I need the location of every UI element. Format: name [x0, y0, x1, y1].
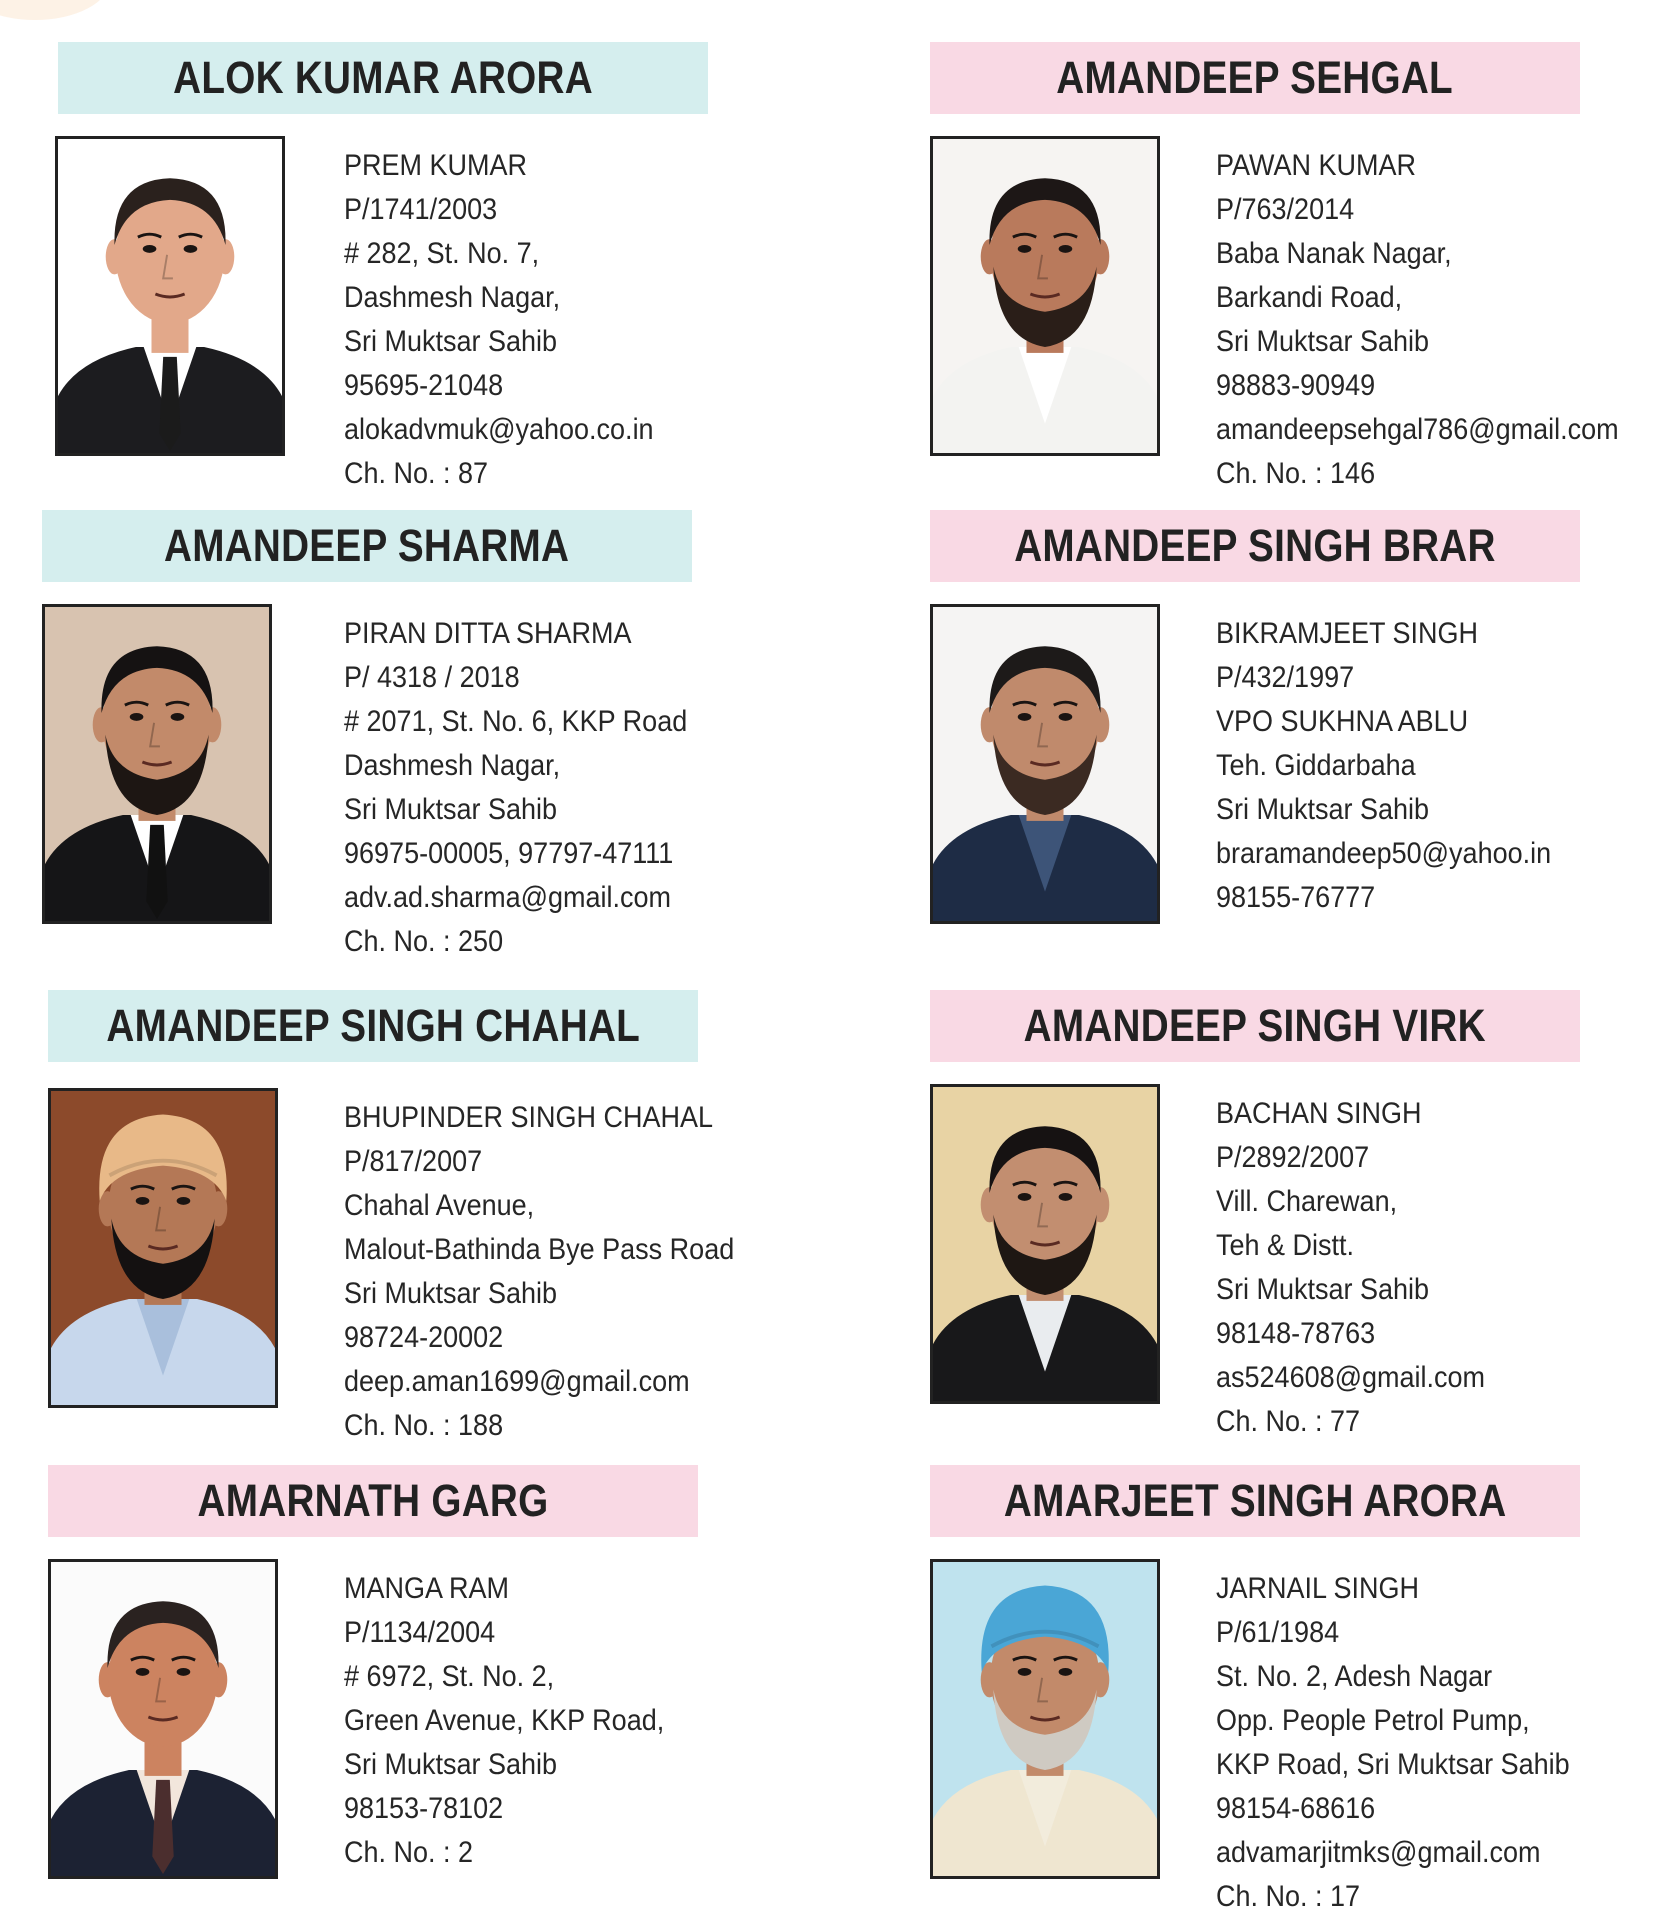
profile-photo	[930, 1084, 1160, 1404]
detail-line: Dashmesh Nagar,	[344, 281, 561, 314]
detail-line: P/ 4318 / 2018	[344, 661, 520, 694]
detail-line: Teh & Distt.	[1216, 1229, 1355, 1262]
detail-line: advamarjitmks@gmail.com	[1216, 1836, 1541, 1869]
detail-line: PAWAN KUMAR	[1216, 149, 1417, 182]
detail-line: P/763/2014	[1216, 193, 1355, 226]
detail-line: P/817/2007	[344, 1145, 483, 1178]
detail-line: 98153-78102	[344, 1792, 504, 1825]
profile-photo	[48, 1088, 278, 1408]
corner-decoration	[0, 0, 110, 20]
detail-line: PREM KUMAR	[344, 149, 528, 182]
detail-line: Teh. Giddarbaha	[1216, 749, 1416, 782]
detail-line: KKP Road, Sri Muktsar Sahib	[1216, 1748, 1570, 1781]
profile-details	[1216, 144, 1619, 496]
profile-name: AMARJEET SINGH ARORA	[930, 1465, 1580, 1537]
profile-name: AMANDEEP SINGH CHAHAL	[48, 990, 698, 1062]
detail-line: P/1741/2003	[344, 193, 498, 226]
detail-line: 98883-90949	[1216, 369, 1376, 402]
detail-line: # 282, St. No. 7,	[344, 237, 540, 270]
profile-details	[1216, 1567, 1570, 1919]
detail-line: Ch. No. : 2	[344, 1836, 474, 1869]
profile-photo	[55, 136, 285, 456]
detail-line: 98154-68616	[1216, 1792, 1376, 1825]
profile-name: AMANDEEP SEHGAL	[930, 42, 1580, 114]
profile-photo	[930, 136, 1160, 456]
profile-details	[1216, 612, 1551, 920]
profile-details	[344, 1567, 664, 1875]
detail-line: Ch. No. : 77	[1216, 1405, 1361, 1438]
detail-line: 95695-21048	[344, 369, 504, 402]
profile-name: AMANDEEP SINGH VIRK	[930, 990, 1580, 1062]
detail-line: BACHAN SINGH	[1216, 1097, 1422, 1130]
detail-line: Ch. No. : 146	[1216, 457, 1376, 490]
detail-line: St. No. 2, Adesh Nagar	[1216, 1660, 1493, 1693]
detail-line: Malout-Bathinda Bye Pass Road	[344, 1233, 735, 1266]
detail-line: Ch. No. : 188	[344, 1409, 504, 1442]
detail-line: alokadvmuk@yahoo.co.in	[344, 413, 654, 446]
detail-line: BHUPINDER SINGH CHAHAL	[344, 1101, 714, 1134]
detail-line: amandeepsehgal786@gmail.com	[1216, 413, 1619, 446]
detail-line: MANGA RAM	[344, 1572, 510, 1605]
detail-line: P/61/1984	[1216, 1616, 1340, 1649]
detail-line: Sri Muktsar Sahib	[344, 1748, 558, 1781]
profile-details	[344, 612, 687, 964]
detail-line: Dashmesh Nagar,	[344, 749, 561, 782]
detail-line: adv.ad.sharma@gmail.com	[344, 881, 672, 914]
detail-line: PIRAN DITTA SHARMA	[344, 617, 632, 650]
detail-line: # 6972, St. No. 2,	[344, 1660, 555, 1693]
detail-line: 98724-20002	[344, 1321, 504, 1354]
detail-line: 96975-00005, 97797-47111	[344, 837, 674, 870]
detail-line: braramandeep50@yahoo.in	[1216, 837, 1552, 870]
detail-line: JARNAIL SINGH	[1216, 1572, 1420, 1605]
detail-line: Ch. No. : 87	[344, 457, 489, 490]
detail-line: 98155-76777	[1216, 881, 1376, 914]
detail-line: Sri Muktsar Sahib	[344, 1277, 558, 1310]
detail-line: Sri Muktsar Sahib	[1216, 793, 1430, 826]
detail-line: Ch. No. : 250	[344, 925, 504, 958]
detail-line: Ch. No. : 17	[1216, 1880, 1361, 1913]
profile-name: AMANDEEP SHARMA	[42, 510, 692, 582]
detail-line: Barkandi Road,	[1216, 281, 1403, 314]
detail-line: Baba Nanak Nagar,	[1216, 237, 1452, 270]
detail-line: Vill. Charewan,	[1216, 1185, 1398, 1218]
detail-line: Sri Muktsar Sahib	[344, 793, 558, 826]
profile-name: AMARNATH GARG	[48, 1465, 698, 1537]
profile-photo	[930, 604, 1160, 924]
detail-line: Sri Muktsar Sahib	[344, 325, 558, 358]
profile-details	[1216, 1092, 1485, 1444]
profile-photo	[48, 1559, 278, 1879]
detail-line: Sri Muktsar Sahib	[1216, 325, 1430, 358]
profile-details	[344, 1096, 734, 1448]
profile-name: AMANDEEP SINGH BRAR	[930, 510, 1580, 582]
detail-line: Sri Muktsar Sahib	[1216, 1273, 1430, 1306]
detail-line: 98148-78763	[1216, 1317, 1376, 1350]
profile-photo	[930, 1559, 1160, 1879]
detail-line: deep.aman1699@gmail.com	[344, 1365, 690, 1398]
profile-name: ALOK KUMAR ARORA	[58, 42, 708, 114]
detail-line: VPO SUKHNA ABLU	[1216, 705, 1469, 738]
detail-line: Opp. People Petrol Pump,	[1216, 1704, 1530, 1737]
detail-line: BIKRAMJEET SINGH	[1216, 617, 1479, 650]
detail-line: P/1134/2004	[344, 1616, 496, 1649]
detail-line: Green Avenue, KKP Road,	[344, 1704, 665, 1737]
detail-line: Chahal Avenue,	[344, 1189, 535, 1222]
profile-details	[344, 144, 654, 496]
profile-photo	[42, 604, 272, 924]
detail-line: as524608@gmail.com	[1216, 1361, 1486, 1394]
detail-line: P/432/1997	[1216, 661, 1355, 694]
detail-line: P/2892/2007	[1216, 1141, 1370, 1174]
detail-line: # 2071, St. No. 6, KKP Road	[344, 705, 688, 738]
